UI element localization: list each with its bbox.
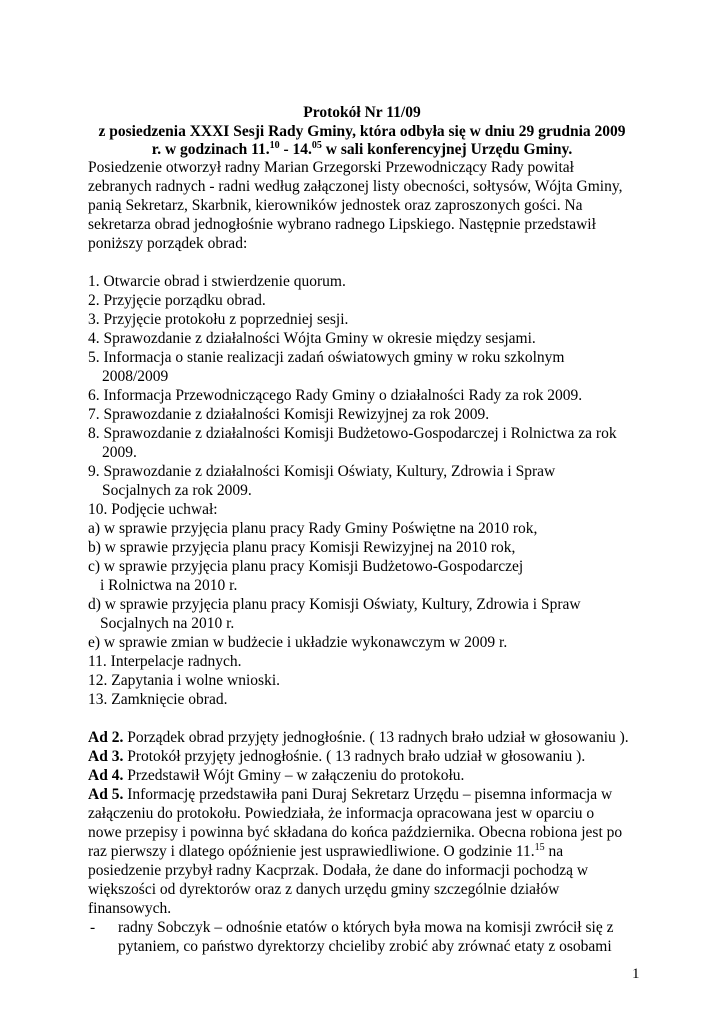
- intro-paragraph: Posiedzenie otworzył radny Marian Grzegorski Przewodniczący Rady powitał zebranych radnych - radni według załączonej listy obecności, sołtysów, Wójta Gminy, panią Sekretarz, Skarbnik, kierowników jednostek oraz zaproszonych gości. Na sekretarza obrad jednogłośnie wybrano radnego Lipskiego. Następnie przedstawił poniższy porządek obrad:: [88, 159, 623, 252]
- document-subtitle: z posiedzenia XXXI Sesji Rady Gminy, która odbyła się w dniu 29 grudnia 2009: [98, 123, 626, 140]
- list-item: 5. Informacja o stanie realizacji zadań oświatowych gminy w roku szkolnym: [88, 349, 565, 366]
- list-item: 3. Przyjęcie protokołu z poprzedniej sesji.: [88, 311, 349, 328]
- ad-item: Ad 2. Porządek obrad przyjęty jednogłośnie. ( 13 radnych brało udział w głosowaniu ).: [88, 729, 629, 746]
- list-item: 12. Zapytania i wolne wnioski.: [88, 672, 280, 689]
- list-item: i Rolnictwa na 2010 r.: [100, 577, 238, 594]
- list-item: 8. Sprawozdanie z działalności Komisji Budżetowo-Gospodarczej i Rolnictwa za rok: [88, 425, 617, 442]
- list-item: e) w sprawie zmian w budżecie i układzie wykonawczym w 2009 r.: [88, 634, 508, 651]
- list-item: 11. Interpelacje radnych.: [88, 653, 242, 670]
- list-item: 6. Informacja Przewodniczącego Rady Gminy o działalności Rady za rok 2009.: [88, 387, 583, 404]
- ad-item: Ad 3. Protokół przyjęty jednogłośnie. ( 13 radnych brało udział w głosowaniu ).: [88, 748, 586, 765]
- document-title: Protokół Nr 11/09: [303, 104, 421, 121]
- ad-item: Ad 4. Przedstawił Wójt Gminy – w załączeniu do protokołu.: [88, 767, 465, 784]
- document-subtitle-time: r. w godzinach 11.10 - 14.05 w sali konferencyjnej Urzędu Gminy.: [151, 140, 573, 158]
- list-item: d) w sprawie przyjęcia planu pracy Komisji Oświaty, Kultury, Zdrowia i Spraw: [88, 596, 581, 613]
- list-item: 9. Sprawozdanie z działalności Komisji Oświaty, Kultury, Zdrowia i Spraw: [88, 463, 556, 480]
- list-item: 2009.: [102, 444, 137, 461]
- list-item: 2. Przyjęcie porządku obrad.: [88, 292, 266, 309]
- bullet-item: - radny Sobczyk – odnośnie etatów o których była mowa na komisji zwrócił się z pytaniem, co państwo dyrektorzy chcieliby zrobić aby zrównać etaty z osobami: [90, 919, 614, 955]
- list-item: a) w sprawie przyjęcia planu pracy Rady Gminy Poświętne na 2010 rok,: [88, 520, 538, 537]
- list-item: 1. Otwarcie obrad i stwierdzenie quorum.: [88, 273, 346, 290]
- document-body: [88, 158, 678, 956]
- list-item: 7. Sprawozdanie z działalności Komisji Rewizyjnej za rok 2009.: [88, 406, 490, 423]
- list-item: b) w sprawie przyjęcia planu pracy Komisji Rewizyjnej na 2010 rok,: [88, 539, 516, 556]
- ad-section: Ad 2. Porządek obrad przyjęty jednogłośnie. ( 13 radnych brało udział w głosowaniu ). Ad 3. Protokół przyjęty jednogłośnie. ( 13 radnych brało udział w głosowaniu ). Ad 4. Przedstawił Wójt Gminy – w załączeniu do protokołu. Ad 5. Informację przedstawiła pani Duraj Sekretarz Urzędu – pisemna informacja w załączeniu do protokołu. Powiedziała, że informacja opracowana jest w oparciu o nowe przepisy i powinna być składana do końca października. Obecna robiona jest po raz pierwszy i dlatego opóźnienie jest usprawiedliwione. O godzinie 11.15 na posiedzenie przybył radny Kacprzak. Dodała, że dane do informacji pochodzą w większości od dyrektorów oraz z danych urzędu gminy szczególnie działów finansowych. - radny Sobczyk – odnośnie etatów o których była mowa na komisji zwrócił się z pytaniem, co państwo dyrektorzy chcieliby zrobić aby zrównać etaty z osobami: [88, 728, 678, 956]
- list-item: 2008/2009: [102, 368, 169, 385]
- list-item: c) w sprawie przyjęcia planu pracy Komisji Budżetowo-Gospodarczej: [88, 558, 524, 575]
- list-item: Socjalnych na 2010 r.: [100, 615, 235, 632]
- list-item: 10. Podjęcie uchwał:: [88, 501, 218, 518]
- list-item: 4. Sprawozdanie z działalności Wójta Gminy w okresie między sesjami.: [88, 330, 536, 347]
- agenda-list: [88, 272, 678, 709]
- list-item: Socjalnych za rok 2009.: [102, 482, 252, 499]
- list-item: 13. Zamknięcie obrad.: [88, 691, 228, 708]
- page-number: 1: [632, 966, 640, 982]
- ad-item: Ad 5. Informację przedstawiła pani Duraj Sekretarz Urzędu – pisemna informacja w: [88, 786, 613, 803]
